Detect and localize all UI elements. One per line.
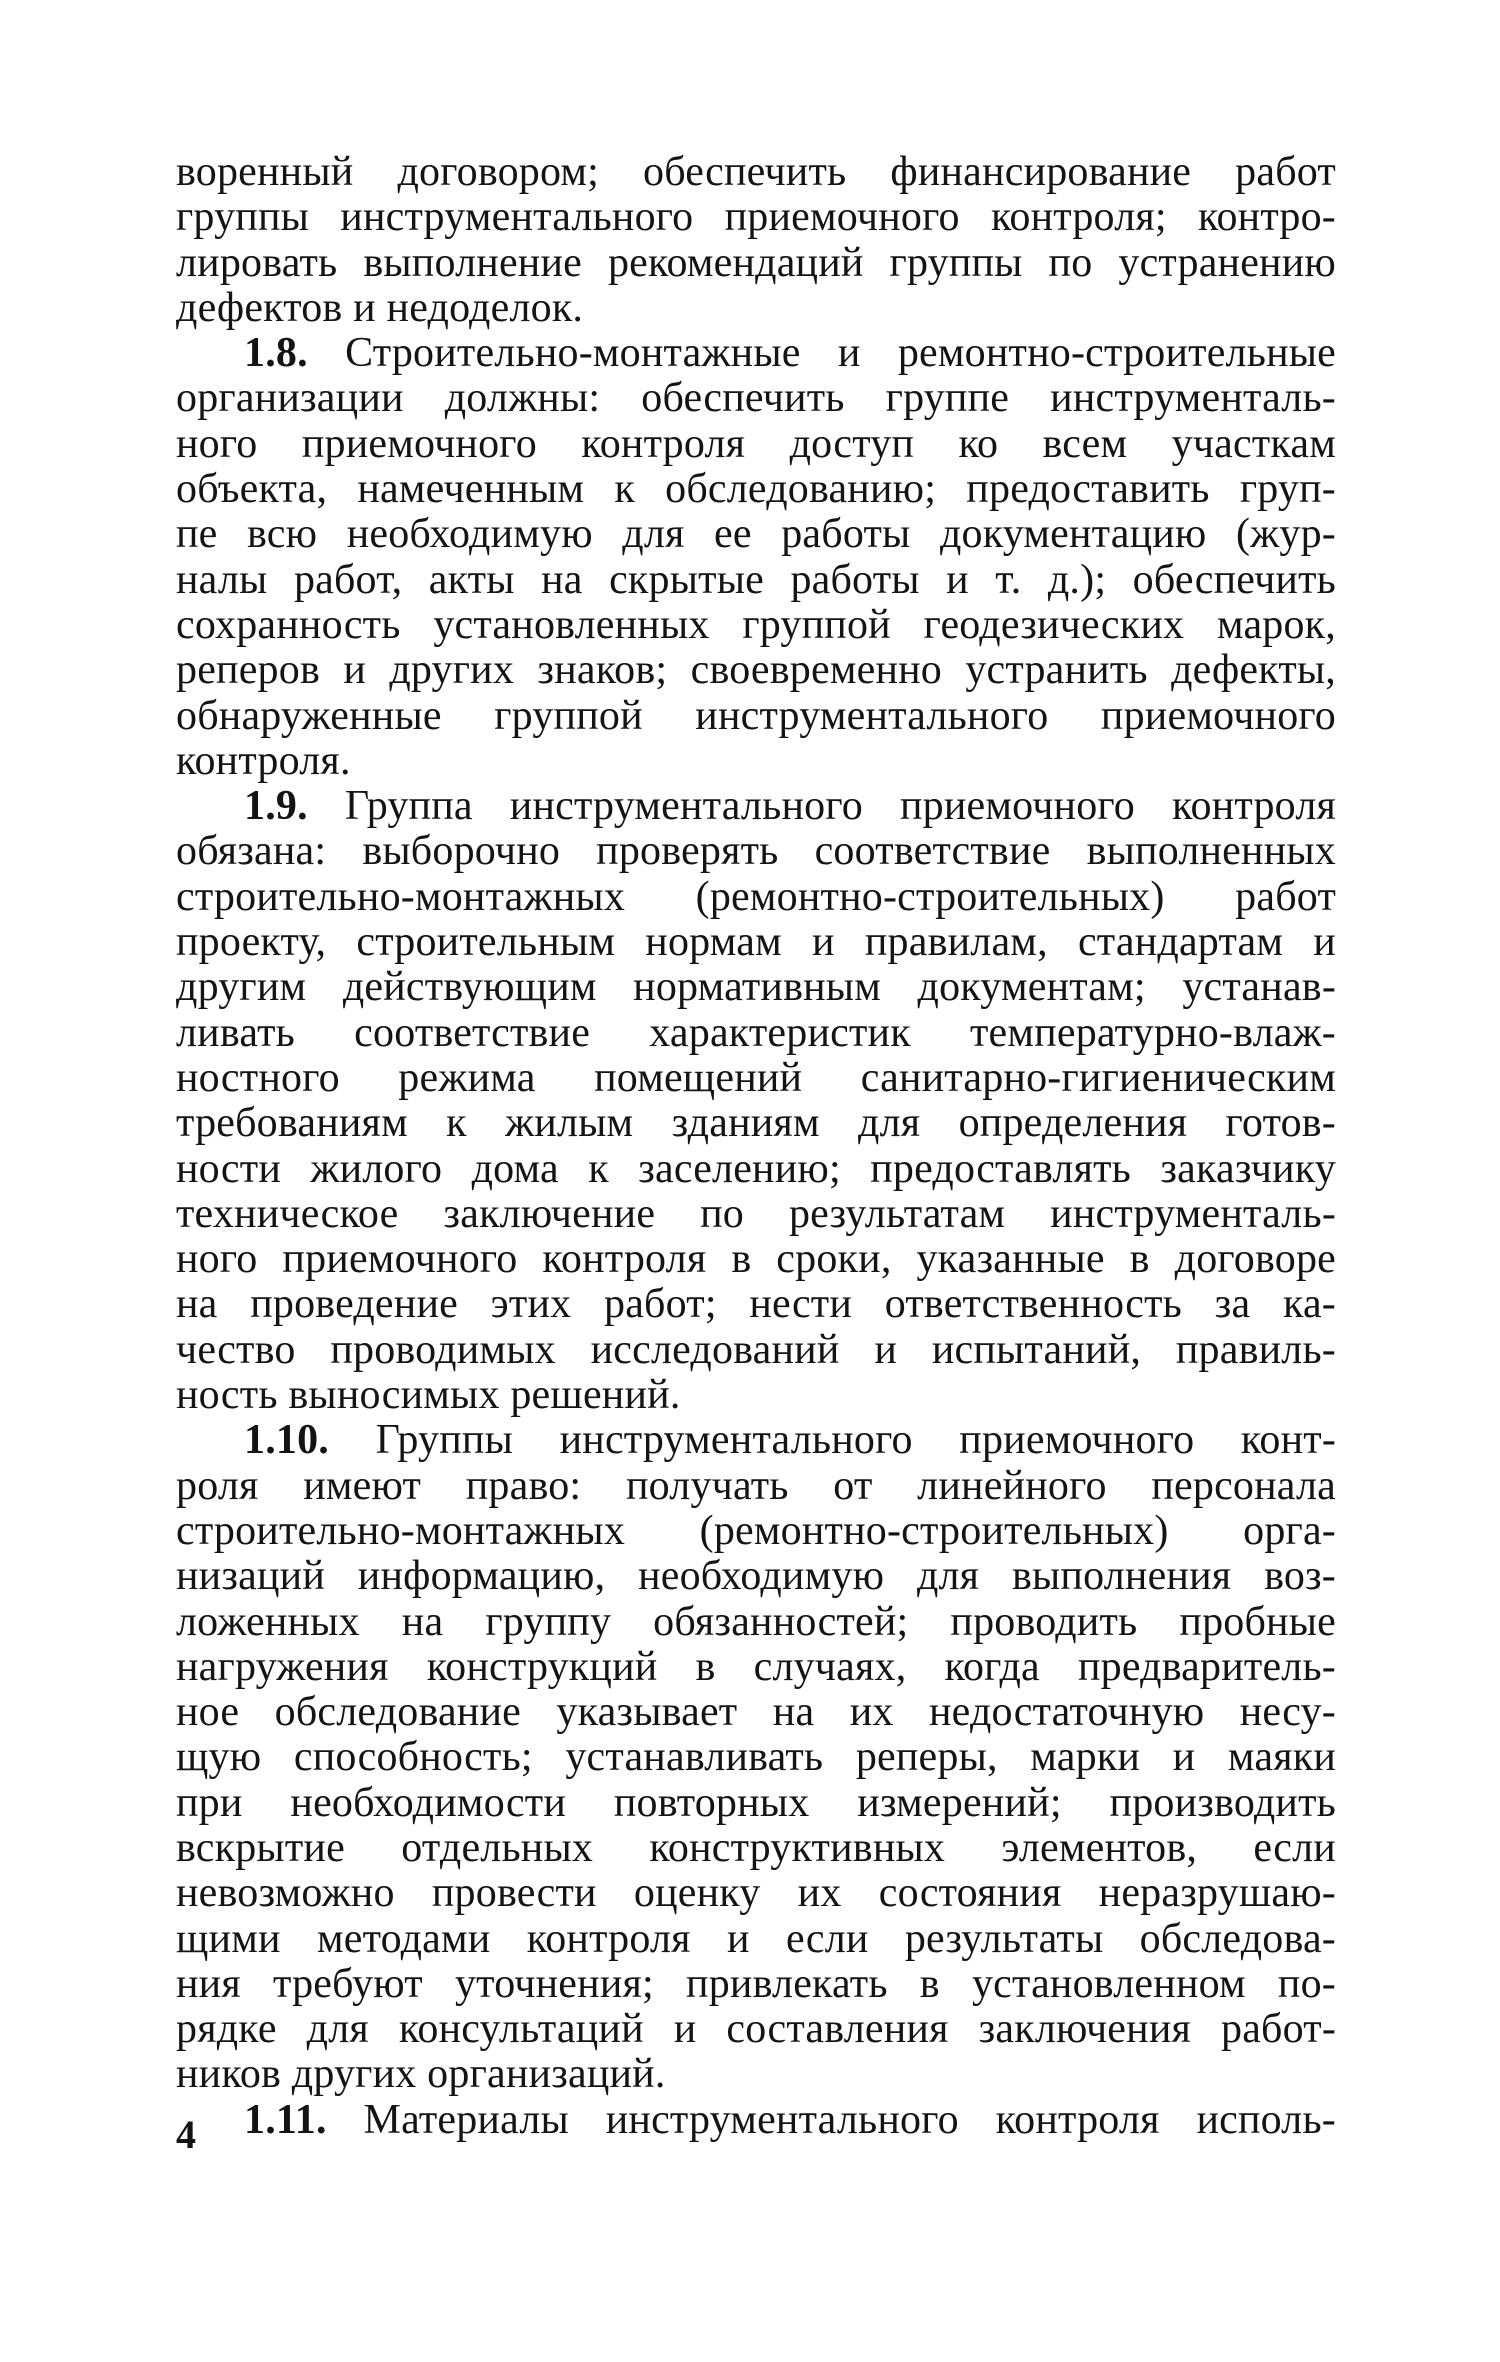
paragraph-1-9	[176, 784, 1336, 1418]
text-line: невозможно провести оценку их состояния неразрушаю-	[176, 1870, 1336, 1917]
text-line-content: Группы инструментального приемочного конт-	[375, 1417, 1337, 1464]
text-line: пе всю необходимую для ее работы документацию (жур-	[176, 511, 1336, 558]
text-line	[176, 1418, 1336, 1463]
text-line: строительно-монтажных (ремонтно-строительных) работ	[176, 873, 1336, 920]
text-line: обнаруженные группой инструментального приемочного	[176, 692, 1336, 739]
text-line: требованиям к жилым зданиям для определения готов-	[176, 1100, 1336, 1147]
paragraph-continuation	[176, 150, 1336, 331]
text-line: низаций информацию, необходимую для выполнения воз-	[176, 1553, 1336, 1600]
text-line: проекту, строительным нормам и правилам, стандартам и	[176, 919, 1336, 966]
text-line: нагружения конструкций в случаях, когда предваритель-	[176, 1643, 1336, 1690]
text-line: группы инструментального приемочного контроля; контро-	[176, 194, 1336, 241]
text-line: роля имеют право: получать от линейного персонала	[176, 1462, 1336, 1509]
text-line: ложенных на группу обязанностей; проводить пробные	[176, 1598, 1336, 1645]
text-line: ного приемочного контроля доступ ко всем участкам	[176, 420, 1336, 467]
paragraph-number: 1.11.	[244, 2096, 327, 2143]
text-line: ности жилого дома к заселению; предоставлять заказчику	[176, 1145, 1336, 1192]
paragraph-1-11	[176, 2098, 1336, 2143]
text-line-content: Строительно-монтажные и ремонтно-строительные	[345, 330, 1337, 377]
text-line: обязана: выборочно проверять соответствие выполненных	[176, 828, 1336, 875]
text-line: ников других организаций.	[176, 2051, 666, 2098]
text-line	[176, 331, 1336, 376]
text-line	[176, 2098, 1336, 2143]
text-line: организации должны: обеспечить группе инструменталь-	[176, 375, 1336, 422]
page-number: 4	[176, 2112, 196, 2157]
text-line: щими методами контроля и если результаты обследова-	[176, 1915, 1336, 1962]
text-line	[176, 784, 1336, 829]
text-line: сохранность установленных группой геодезических марок,	[176, 601, 1336, 648]
text-line: ного приемочного контроля в сроки, указанные в договоре	[176, 1236, 1336, 1283]
text-line: ное обследование указывает на их недостаточную несу-	[176, 1689, 1336, 1736]
text-line: ность выносимых решений.	[176, 1372, 681, 1419]
paragraph-number: 1.9.	[244, 783, 308, 830]
text-line: дефектов и недоделок.	[176, 284, 584, 331]
paragraph-1-8	[176, 331, 1336, 784]
text-line: налы работ, акты на скрытые работы и т. д.); обеспечить	[176, 556, 1336, 603]
text-line-content: Материалы инструментального контроля исполь-	[363, 2096, 1336, 2143]
text-line: ностного режима помещений санитарно-гигиеническим	[176, 1054, 1336, 1101]
text-line: вскрытие отдельных конструктивных элементов, если	[176, 1824, 1336, 1871]
text-line-content: Группа инструментального приемочного контроля	[344, 783, 1336, 830]
text-line: рядке для консультаций и составления заключения работ-	[176, 2006, 1336, 2053]
text-line: ния требуют уточнения; привлекать в установленном по-	[176, 1960, 1336, 2007]
text-line: другим действующим нормативным документам; устанав-	[176, 964, 1336, 1011]
text-line: ливать соответствие характеристик температурно-влаж-	[176, 1009, 1336, 1056]
text-line: щую способность; устанавливать реперы, марки и маяки	[176, 1734, 1336, 1781]
text-line: при необходимости повторных измерений; производить	[176, 1779, 1336, 1826]
text-line: объекта, намеченным к обследованию; предоставить груп-	[176, 466, 1336, 513]
document-page	[176, 150, 1336, 2143]
text-line: контроля.	[176, 737, 351, 784]
text-line: воренный договором; обеспечить финансирование работ	[176, 149, 1336, 195]
text-line: реперов и других знаков; своевременно устранить дефекты,	[176, 647, 1336, 694]
paragraph-number: 1.8.	[244, 330, 308, 377]
paragraph-1-10	[176, 1418, 1336, 2097]
paragraph-number: 1.10.	[244, 1417, 329, 1464]
text-line: лировать выполнение рекомендаций группы по устранению	[176, 239, 1336, 286]
text-line: строительно-монтажных (ремонтно-строительных) орга-	[176, 1507, 1336, 1554]
text-line: техническое заключение по результатам инструменталь-	[176, 1190, 1336, 1237]
text-line: на проведение этих работ; нести ответственность за ка-	[176, 1281, 1336, 1328]
text-line: чество проводимых исследований и испытаний, правиль-	[176, 1326, 1336, 1373]
